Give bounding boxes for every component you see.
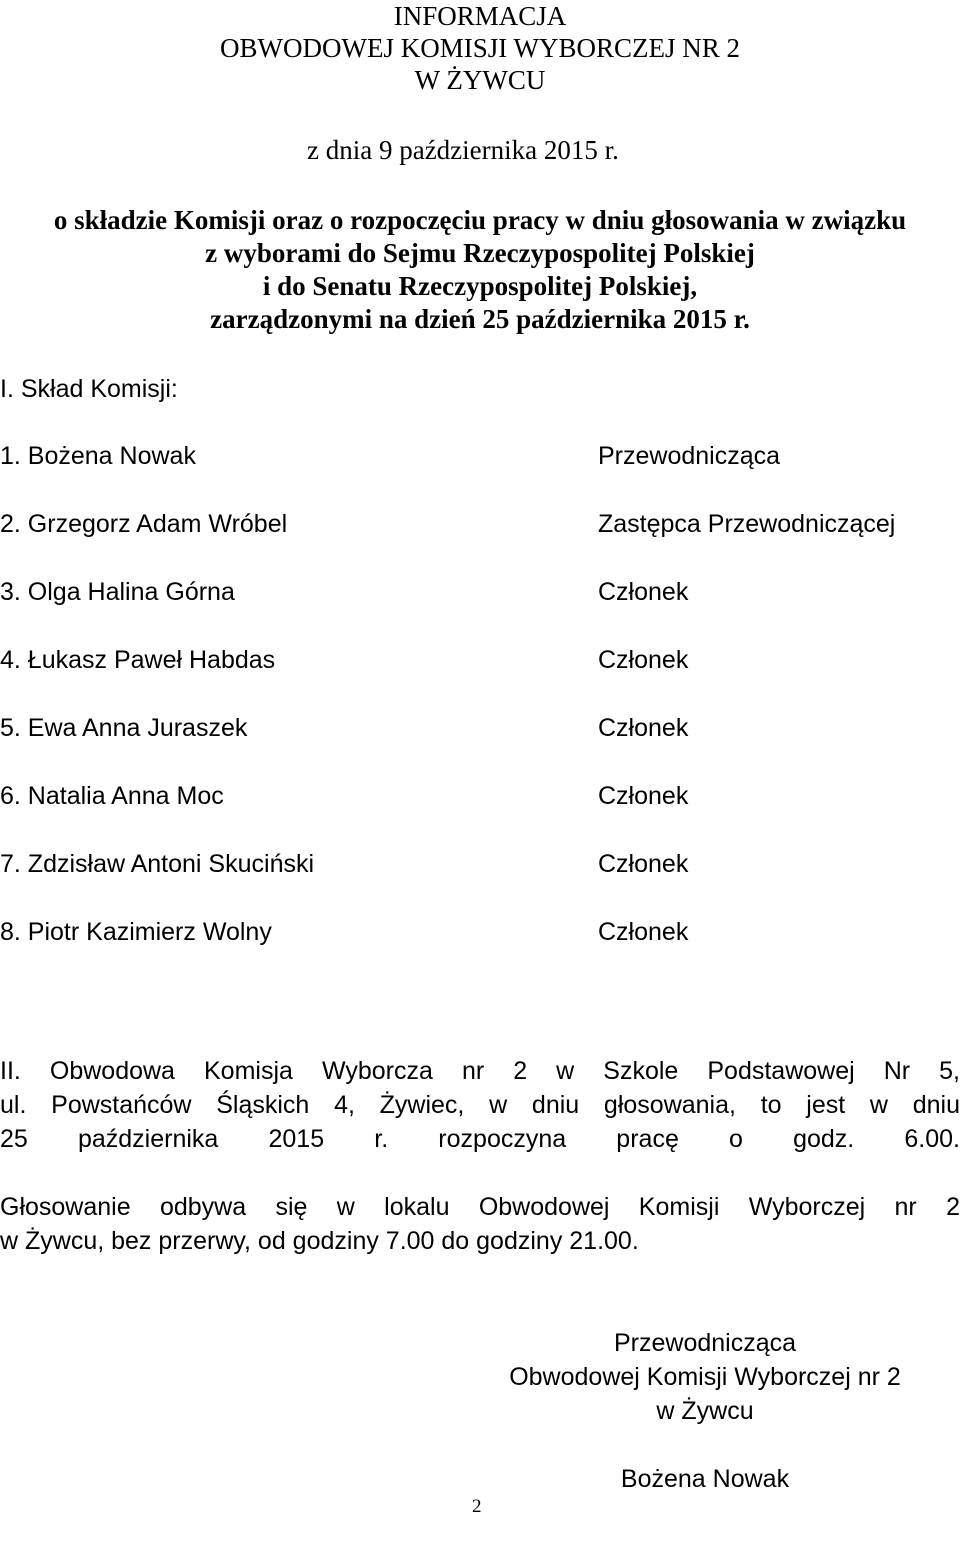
paragraph-line: 25 października 2015 r. rozpoczyna pracę o godz. 6.00. bbox=[0, 1125, 960, 1153]
title-line-3: W ŻYWCU bbox=[414, 65, 546, 95]
document-title bbox=[0, 0, 960, 96]
member-row bbox=[0, 507, 960, 541]
member-row bbox=[0, 847, 960, 881]
member-name: 7. Zdzisław Antoni Skuciński bbox=[0, 850, 315, 878]
subtitle-line-2: z wyborami do Sejmu Rzeczypospolitej Polskiej bbox=[205, 238, 755, 268]
signature-role: Przewodnicząca bbox=[613, 1329, 797, 1357]
document-subtitle bbox=[0, 204, 960, 336]
member-role: Zastępca Przewodniczącej bbox=[598, 510, 896, 538]
voting-paragraph bbox=[0, 1190, 960, 1258]
page-number: 2 bbox=[472, 1496, 482, 1517]
member-role: Członek bbox=[598, 918, 689, 946]
date-text: z dnia 9 października 2015 r. bbox=[307, 135, 619, 165]
member-name: 1. Bożena Nowak bbox=[0, 442, 196, 470]
member-name: 4. Łukasz Paweł Habdas bbox=[0, 646, 276, 674]
member-role: Członek bbox=[598, 850, 689, 878]
member-row bbox=[0, 915, 960, 949]
paragraph-line: w Żywcu, bez przerwy, od godziny 7.00 do godziny 21.00. bbox=[0, 1227, 639, 1255]
title-line-2: OBWODOWEJ KOMISJI WYBORCZEJ NR 2 bbox=[219, 33, 740, 63]
member-role: Członek bbox=[598, 782, 689, 810]
member-name: 6. Natalia Anna Moc bbox=[0, 782, 224, 810]
member-row bbox=[0, 575, 960, 609]
member-role: Członek bbox=[598, 646, 689, 674]
member-role: Członek bbox=[598, 578, 689, 606]
member-row bbox=[0, 643, 960, 677]
paragraph-line: ul. Powstańców Śląskich 4, Żywiec, w dniu głosowania, to jest w dniu bbox=[0, 1091, 960, 1119]
member-row bbox=[0, 439, 960, 473]
signature-body: Obwodowej Komisji Wyborczej nr 2 bbox=[509, 1363, 901, 1391]
paragraph-line: Głosowanie odbywa się w lokalu Obwodowej Komisji Wyborczej nr 2 bbox=[0, 1193, 960, 1221]
signature-name: Bożena Nowak bbox=[620, 1465, 790, 1493]
member-name: 2. Grzegorz Adam Wróbel bbox=[0, 510, 288, 538]
member-role: Przewodnicząca bbox=[598, 442, 781, 470]
subtitle-line-4: zarządzonymi na dzień 25 października 2015 r. bbox=[210, 304, 750, 334]
section-composition-label: I. Skład Komisji: bbox=[0, 375, 178, 403]
paragraph-line: II. Obwodowa Komisja Wyborcza nr 2 w Szkole Podstawowej Nr 5, bbox=[0, 1057, 960, 1085]
title-line-1: INFORMACJA bbox=[393, 1, 567, 31]
member-name: 3. Olga Halina Górna bbox=[0, 578, 235, 606]
subtitle-line-1: o składzie Komisji oraz o rozpoczęciu pracy w dniu głosowania w związku bbox=[53, 205, 907, 235]
member-role: Członek bbox=[598, 714, 689, 742]
signature-block bbox=[452, 1326, 958, 1496]
member-row bbox=[0, 779, 960, 813]
member-row bbox=[0, 711, 960, 745]
section-opening-paragraph bbox=[0, 1054, 960, 1156]
signature-place: w Żywcu bbox=[656, 1397, 754, 1425]
member-name: 8. Piotr Kazimierz Wolny bbox=[0, 918, 272, 946]
subtitle-line-3: i do Senatu Rzeczypospolitej Polskiej, bbox=[262, 271, 698, 301]
member-name: 5. Ewa Anna Juraszek bbox=[0, 714, 248, 742]
